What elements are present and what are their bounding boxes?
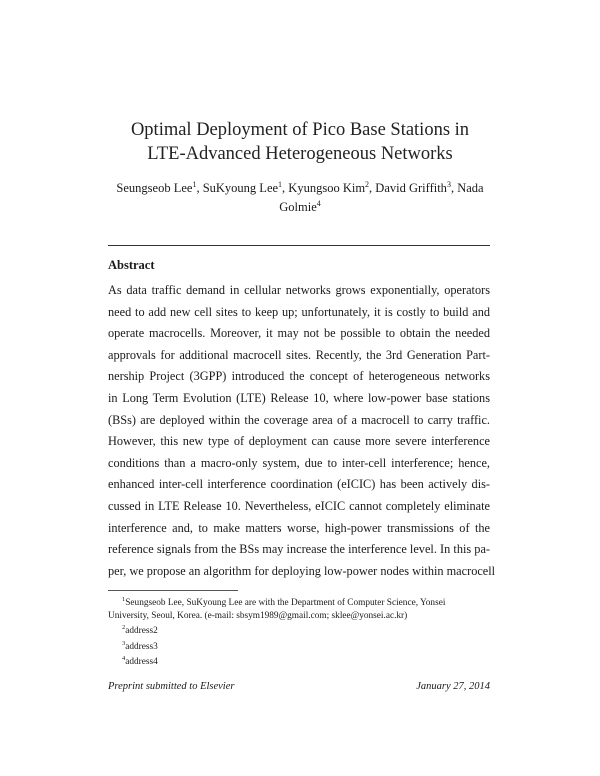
preprint-notice: Preprint submitted to Elsevier xyxy=(108,681,235,692)
preprint-date: January 27, 2014 xyxy=(416,681,490,692)
author-list: Seungseob Lee$^1$, SuKyoung Lee$^1$, Kyungsoo Kim$^2$, David Griffith$^3$, Nada Golmie$^4$ xyxy=(116,180,484,215)
title-line-2: LTE-Advanced Heterogeneous Networks xyxy=(147,144,453,164)
abstract-line: interference and, to make matters worse, high-power transmissions of the xyxy=(108,520,490,535)
abstract-body xyxy=(108,280,496,582)
abstract-top-rule xyxy=(108,245,490,246)
abstract-line: need to add new cell sites to keep up; unfortunately, it is costly to build and xyxy=(108,304,490,319)
abstract-line: in Long Term Evolution (LTE) Release 10, where low-power base stations xyxy=(108,390,490,405)
abstract-line: approvals for additional macrocell sites. Recently, the 3rd Generation Part- xyxy=(108,347,490,362)
footnote-2-text: address2 xyxy=(125,626,158,637)
abstract-line: enhanced inter-cell interference coordination (eICIC) has been actively dis- xyxy=(108,477,490,492)
author-name: David Griffith xyxy=(375,181,447,196)
footnote-rule xyxy=(108,590,238,591)
abstract-line: (BSs) are deployed within the coverage area of a macrocell to carry traffic. xyxy=(108,412,490,427)
title-line-1: Optimal Deployment of Pico Base Stations in xyxy=(130,120,470,140)
footnote-1 xyxy=(108,594,490,610)
footnote-1-line-1: Seungseob Lee, SuKyoung Lee are with the Department of Computer Science, Yonsei xyxy=(125,598,446,609)
footnote-4-text: address4 xyxy=(125,657,158,668)
abstract-line: conditions than a macro-only system, due to inter-cell interference; hence, xyxy=(108,455,490,470)
footnote-mark: 3 xyxy=(122,639,126,647)
author-name: Kyungsoo Kim xyxy=(288,181,366,196)
author-name: SuKyoung Lee xyxy=(202,181,279,196)
footnote-1-line-2: University, Seoul, Korea. (e-mail: sbsym1989@gmail.com; sklee@yonsei.ac.kr) xyxy=(108,610,408,621)
footnote-mark: 1 xyxy=(122,596,126,603)
abstract-line: operate macrocells. Moreover, it may not be possible to obtain the needed xyxy=(108,326,490,341)
abstract-heading: Abstract xyxy=(108,258,155,272)
paper-title xyxy=(60,118,540,166)
author-affiliation-mark: 1 xyxy=(192,180,197,189)
footnote-3 xyxy=(108,638,490,654)
footnote-3-text: address3 xyxy=(125,641,158,652)
abstract-line: However, this new type of deployment can cause more severe interference xyxy=(108,434,490,449)
author-affiliation-mark: 1 xyxy=(278,180,283,189)
abstract-line: cussed in LTE Release 10. Nevertheless, eICIC cannot completely eliminate xyxy=(108,498,490,513)
footnote-mark: 4 xyxy=(122,655,126,663)
abstract-line: As data traffic demand in cellular networks grows exponentially, operators xyxy=(108,283,490,297)
abstract-line: per, we propose an algorithm for deploying low-power nodes within macrocell xyxy=(108,563,496,578)
author-name: Seungseob Lee xyxy=(116,181,193,196)
author-affiliation-mark: 4 xyxy=(316,199,321,209)
abstract-line: nership Project (3GPP) introduced the concept of heterogeneous networks xyxy=(108,369,490,384)
footnotes xyxy=(108,594,490,669)
footnote-2 xyxy=(108,622,490,638)
footnote-mark: 2 xyxy=(122,624,126,632)
author-affiliation-mark: 3 xyxy=(446,180,451,189)
author-name: Nada Golmie xyxy=(279,181,484,215)
abstract-line: reference signals from the BSs may increase the interference level. In this pa- xyxy=(108,542,490,557)
footnote-4 xyxy=(108,653,490,669)
author-affiliation-mark: 2 xyxy=(365,180,370,189)
